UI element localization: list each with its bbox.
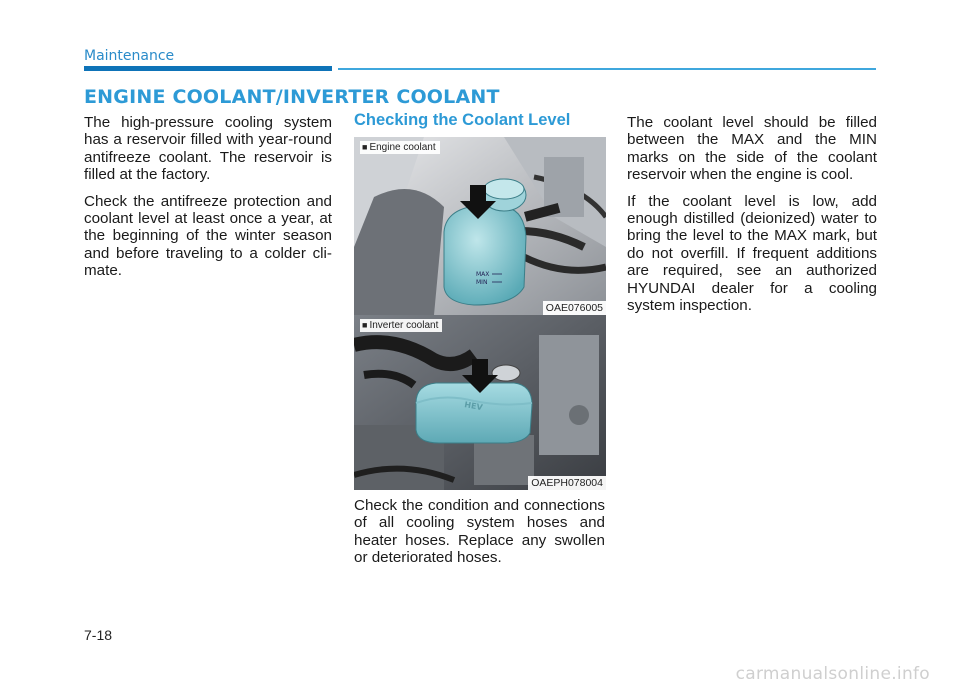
header-rule-light (338, 68, 876, 70)
paragraph: The high-pressure cooling system has a reservoir filled with year-round antifreeze coolant. The reservoir is filled at the factory. (84, 114, 332, 184)
column-1 (84, 114, 332, 289)
square-bullet-icon: ■ (362, 320, 368, 330)
figure-caption: ■ Engine coolant (360, 141, 440, 154)
figure-code: OAE076005 (543, 301, 606, 315)
min-mark-label: MIN (476, 279, 488, 286)
figure-code: OAEPH078004 (528, 476, 606, 490)
inverter-coolant-figure (354, 315, 606, 490)
paragraph: Check the antifreeze protection and coolant level at least once a year, at the beginning of the winter season and before traveling to a colder cli- mate. (84, 192, 332, 280)
figure-caption: ■ Inverter coolant (360, 319, 442, 332)
page-title: ENGINE COOLANT/INVERTER COOLANT (84, 86, 500, 108)
paragraph: The coolant level should be filled between the MAX and the MIN marks on the side of the coolant reservoir when the engine is cool. (627, 114, 877, 184)
inverter-coolant-image (354, 315, 606, 490)
section-label: Maintenance (84, 48, 175, 64)
tank-label: HEV (463, 400, 484, 413)
max-mark-label: MAX (476, 271, 490, 278)
header-rule-dark (84, 66, 332, 71)
watermark: carmanualsonline.info (735, 664, 930, 684)
column-2-text (354, 497, 605, 576)
engine-coolant-figure (354, 137, 606, 315)
column-3 (627, 114, 877, 323)
page-number: 7-18 (84, 627, 113, 643)
section-heading: Checking the Coolant Level (354, 111, 571, 129)
paragraph: If the coolant level is low, add enough distilled (deionized) water to bring the level to the MAX mark, but do not overfill. If frequent additions are required, see an authorized HYUNDAI dealer for a cooling system inspection. (627, 192, 877, 315)
square-bullet-icon: ■ (362, 142, 368, 152)
engine-coolant-image (354, 137, 606, 315)
paragraph: Check the condition and connections of all cooling system hoses and heater hoses. Replace any swollen or deteriorated hoses. (354, 497, 605, 567)
